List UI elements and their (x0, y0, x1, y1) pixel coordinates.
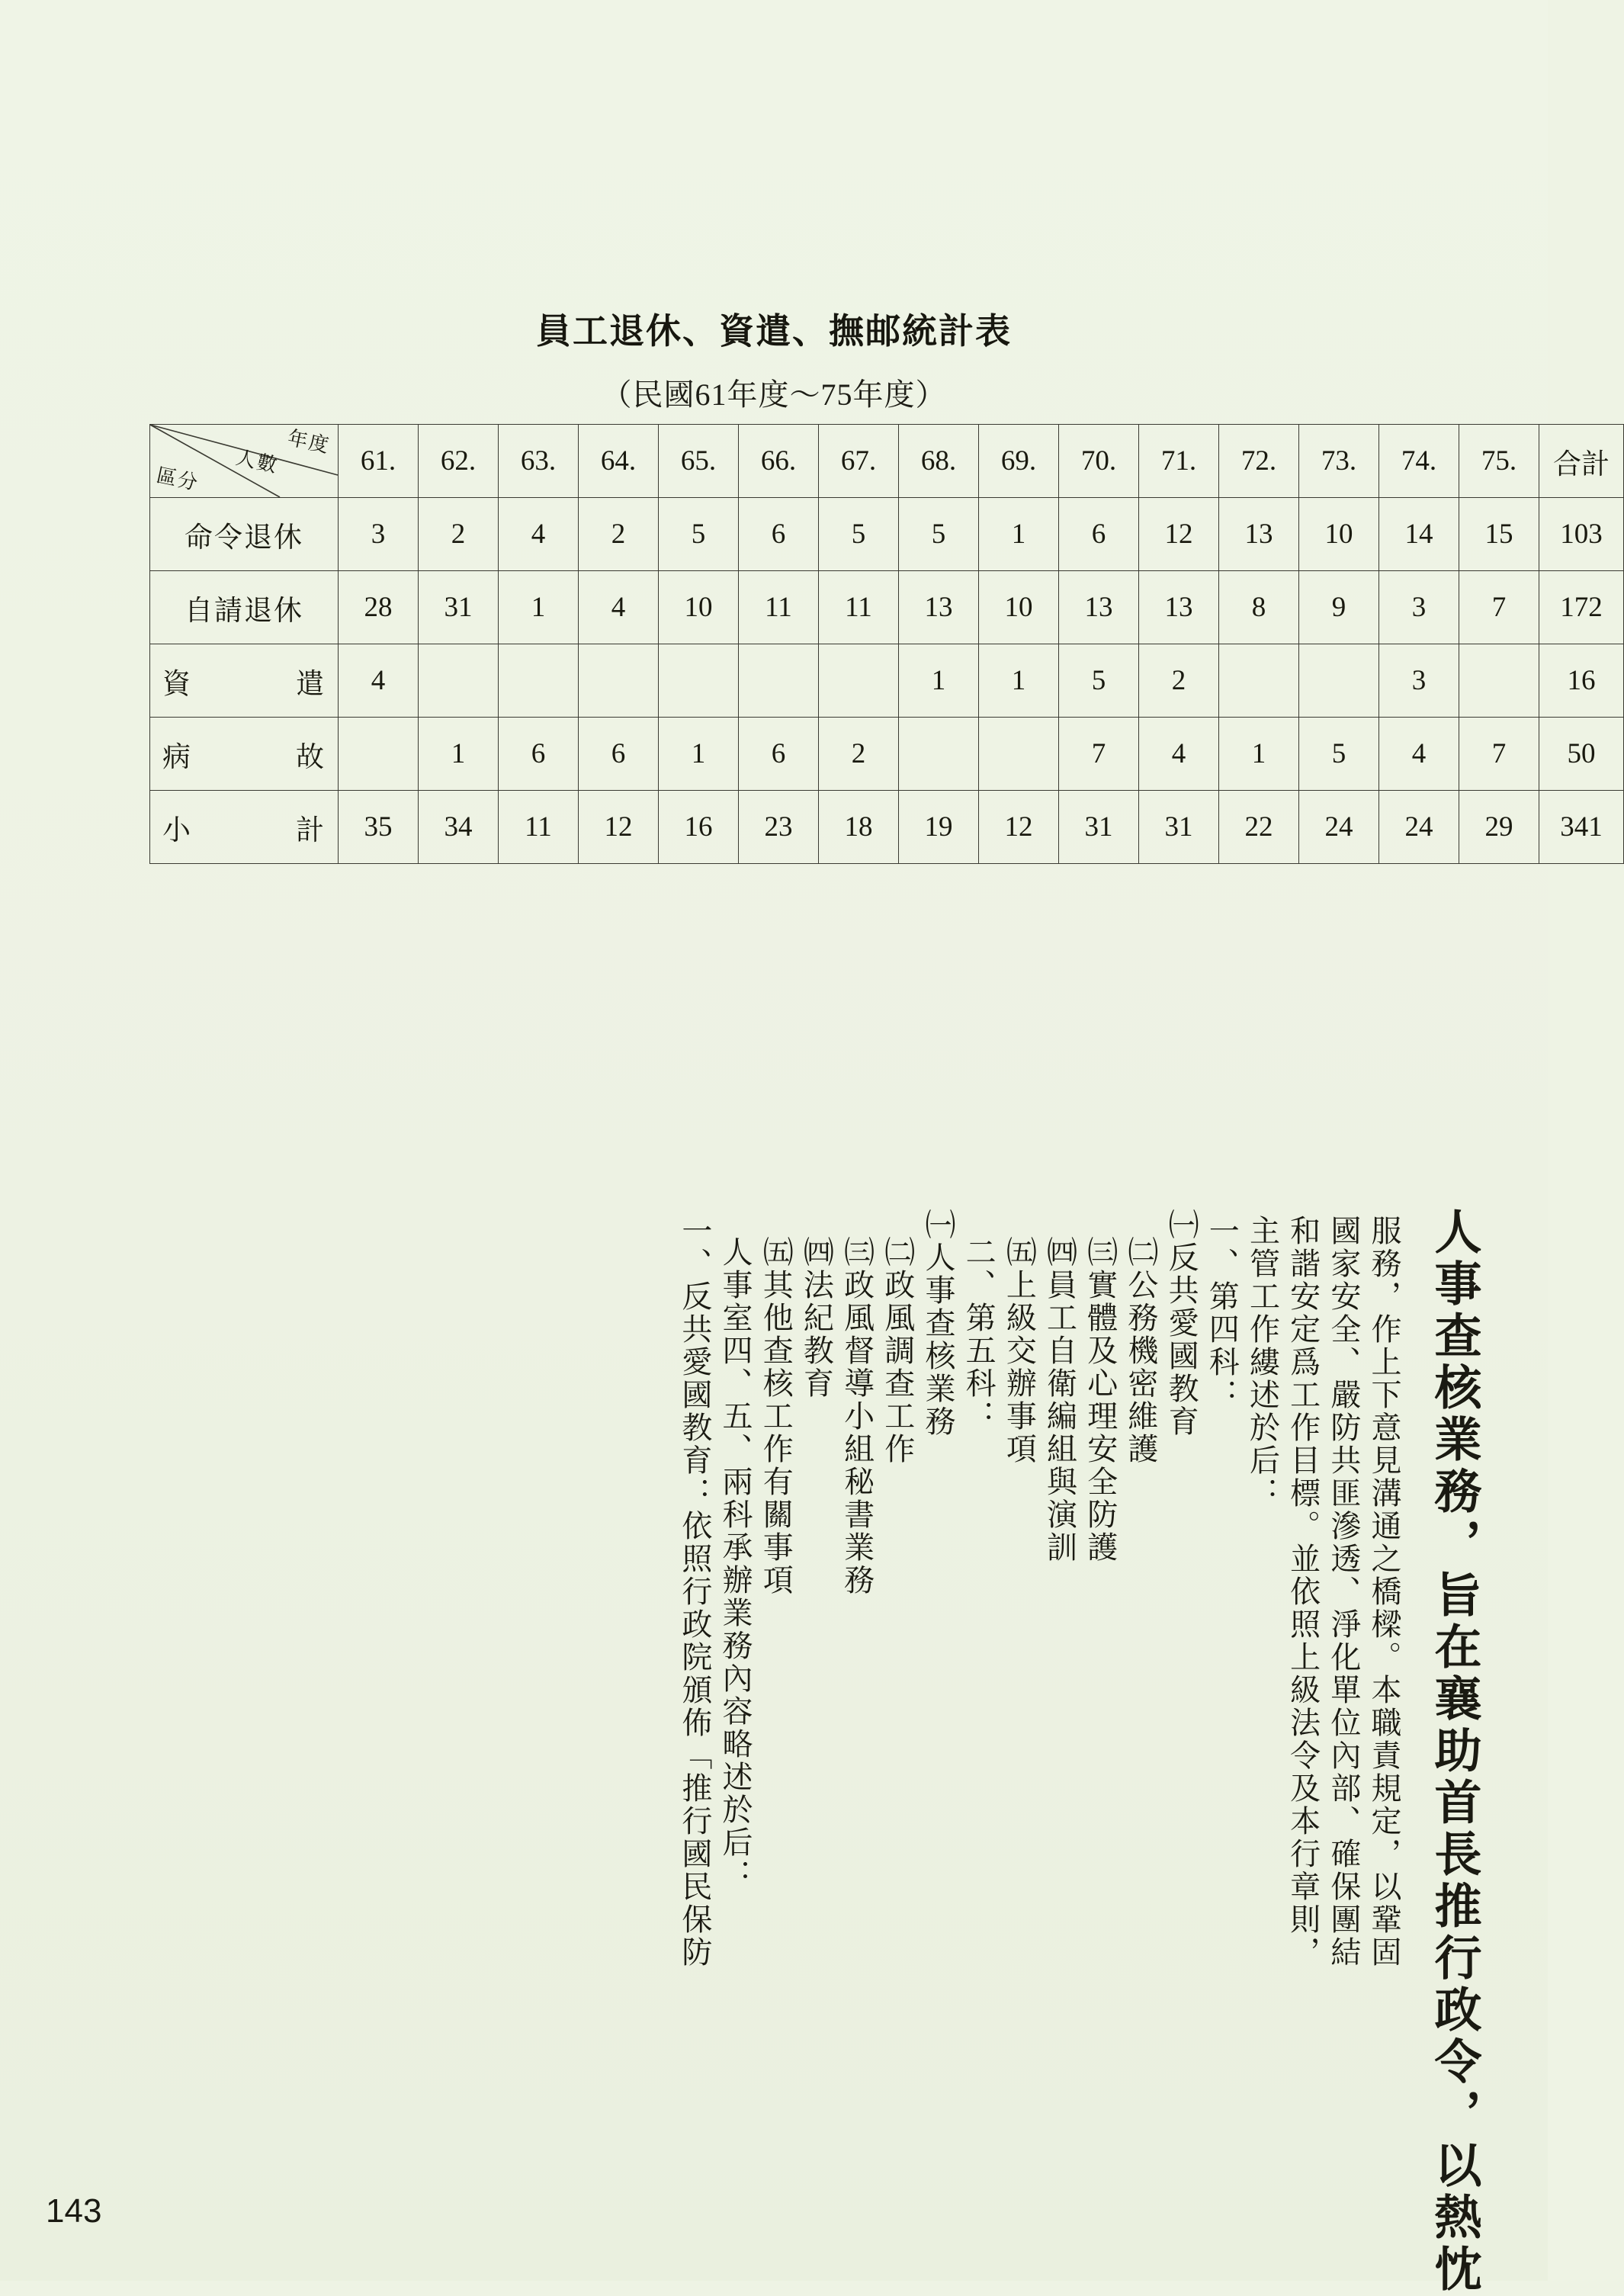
table-row-label-part: 資 (162, 668, 192, 700)
page-subtitle: （民國61年度～75年度） (601, 377, 947, 412)
table-cell: 31 (1059, 791, 1139, 864)
table-cell: 28 (339, 571, 419, 644)
body-text-column: 一、第四科： (1205, 1215, 1240, 1411)
body-text-column: 國家安全、嚴防共匪滲透、淨化單位內部、確保團結 (1326, 1215, 1361, 1969)
table-cell: 13 (899, 571, 979, 644)
table-cell: 2 (579, 498, 659, 571)
table-row-label: 自請退休 (150, 571, 339, 644)
table-row-label-part: 遣 (296, 668, 326, 700)
table-cell: 24 (1299, 791, 1379, 864)
table-cell: 7 (1059, 718, 1139, 791)
table-cell (1459, 644, 1539, 718)
list-item-level2: ㈡公務機密維護 (1123, 1236, 1158, 1466)
table-cell: 6 (1059, 498, 1139, 571)
table-header-row (150, 425, 1624, 498)
table-cell-total: 16 (1539, 644, 1624, 718)
table-cell: 29 (1459, 791, 1539, 864)
table-cell: 14 (1379, 498, 1459, 571)
corner-label-count: 人數 (233, 446, 281, 477)
table-cell: 11 (739, 571, 819, 644)
table-cell: 13 (1059, 571, 1139, 644)
table-cell: 11 (499, 791, 579, 864)
table-column-header-year: 64. (579, 425, 659, 498)
table-row (150, 644, 1624, 718)
list-item-level2: 二、第五科： (961, 1236, 997, 1433)
body-text-column: 服務，作上下意見溝通之橋樑。本職責規定，以鞏固 (1367, 1215, 1402, 1969)
table-cell (419, 644, 499, 718)
corner-label-year: 年度 (285, 426, 332, 458)
table-cell-total: 50 (1539, 718, 1624, 791)
table-cell: 3 (339, 498, 419, 571)
table-title-block (0, 303, 1548, 414)
table-cell: 5 (659, 498, 739, 571)
table-cell: 5 (1299, 718, 1379, 791)
table-cell (979, 718, 1059, 791)
table-cell (579, 644, 659, 718)
table-cell: 24 (1379, 791, 1459, 864)
table-column-header-year: 63. (499, 425, 579, 498)
table-cell (499, 644, 579, 718)
table-cell (899, 718, 979, 791)
table-cell: 34 (419, 791, 499, 864)
table-column-header-year: 61. (339, 425, 419, 498)
table-row-label-part: 計 (296, 814, 326, 846)
table-row-label (150, 791, 339, 864)
table-cell-total: 172 (1539, 571, 1624, 644)
table-cell: 10 (659, 571, 739, 644)
table-cell: 1 (979, 644, 1059, 718)
table-cell: 16 (659, 791, 739, 864)
table-cell: 7 (1459, 718, 1539, 791)
table-cell (819, 644, 899, 718)
table-cell: 31 (1139, 791, 1219, 864)
table-cell: 12 (579, 791, 659, 864)
table-column-header-year: 67. (819, 425, 899, 498)
table-cell: 2 (819, 718, 899, 791)
list-item-level2: 人事室四、五、兩科承辦業務內容略述於后： (718, 1236, 753, 1892)
page-number: 143 (46, 2192, 102, 2230)
list-item-level2: ㈣員工自衛編組與演訓 (1042, 1236, 1077, 1564)
table-column-header-year: 69. (979, 425, 1059, 498)
table-column-header-total: 合計 (1539, 425, 1624, 498)
table-cell: 6 (579, 718, 659, 791)
statistics-table (149, 424, 1624, 864)
table-row (150, 571, 1624, 644)
table-cell-total: 341 (1539, 791, 1624, 864)
table-cell: 4 (1139, 718, 1219, 791)
table-cell (739, 644, 819, 718)
table-row-label-part: 故 (296, 741, 326, 773)
table-cell (1219, 644, 1299, 718)
table-cell: 31 (419, 571, 499, 644)
table-cell-total: 103 (1539, 498, 1624, 571)
list-item-level1: ㈠反共愛國教育 (1164, 1209, 1199, 1438)
table-column-header-year: 70. (1059, 425, 1139, 498)
table-cell: 6 (739, 498, 819, 571)
table-cell: 12 (1139, 498, 1219, 571)
table-cell (1299, 644, 1379, 718)
body-text-column: 一、反共愛國教育：依照行政院頒佈「推行國民保防 (677, 1215, 712, 1969)
table-cell: 2 (419, 498, 499, 571)
table-cell: 8 (1219, 571, 1299, 644)
table-column-header-year: 66. (739, 425, 819, 498)
list-item-level2: ㈣法紀教育 (799, 1236, 834, 1400)
table-column-header-year: 65. (659, 425, 739, 498)
table-cell: 9 (1299, 571, 1379, 644)
table-column-header-year: 73. (1299, 425, 1379, 498)
list-item-level2: ㈢實體及心理安全防護 (1083, 1236, 1118, 1564)
table-cell: 22 (1219, 791, 1299, 864)
table-cell: 7 (1459, 571, 1539, 644)
table-cell (339, 718, 419, 791)
table-cell (659, 644, 739, 718)
table-corner-header (150, 425, 339, 498)
table-cell: 6 (739, 718, 819, 791)
body-text-column: 主管工作縷述於后： (1245, 1215, 1280, 1510)
table-cell: 1 (499, 571, 579, 644)
table-row-label (150, 644, 339, 718)
table-cell: 1 (899, 644, 979, 718)
table-cell: 1 (1219, 718, 1299, 791)
table-column-header-year: 71. (1139, 425, 1219, 498)
table-cell: 6 (499, 718, 579, 791)
table-cell: 35 (339, 791, 419, 864)
table-column-header-year: 75. (1459, 425, 1539, 498)
table-cell: 23 (739, 791, 819, 864)
table-cell: 15 (1459, 498, 1539, 571)
table-cell: 10 (1299, 498, 1379, 571)
table-cell: 4 (499, 498, 579, 571)
table-cell: 3 (1379, 571, 1459, 644)
list-item-level2: ㈤上級交辦事項 (1002, 1236, 1037, 1466)
list-item-level2: ㈢政風督導小組秘書業務 (839, 1236, 875, 1597)
list-item-level1: ㈠人事查核業務 (920, 1209, 955, 1438)
table-cell: 5 (1059, 644, 1139, 718)
table-cell: 12 (979, 791, 1059, 864)
table-row-label: 命令退休 (150, 498, 339, 571)
table-cell: 13 (1139, 571, 1219, 644)
table-cell: 3 (1379, 644, 1459, 718)
page-title: 員工退休、資遣、撫邮統計表 (536, 310, 1012, 352)
table-cell: 19 (899, 791, 979, 864)
table-column-header-year: 72. (1219, 425, 1299, 498)
table-row (150, 791, 1624, 864)
body-text-column: 和諧安定爲工作目標。並依照上級法令及本行章則， (1285, 1215, 1321, 1969)
section-heading: 人事查核業務，旨在襄助首長推行政令，以熱忱 (1427, 1207, 1482, 2296)
table-cell: 11 (819, 571, 899, 644)
table-cell: 1 (419, 718, 499, 791)
table-row-label-part: 病 (162, 741, 192, 773)
table-cell: 4 (1379, 718, 1459, 791)
table-cell: 18 (819, 791, 899, 864)
list-item-level2: ㈡政風調查工作 (880, 1236, 915, 1466)
table-column-header-year: 62. (419, 425, 499, 498)
table-cell: 1 (979, 498, 1059, 571)
table-cell: 13 (1219, 498, 1299, 571)
table-row-label-part: 小 (162, 814, 192, 846)
table-row (150, 718, 1624, 791)
table-column-header-year: 74. (1379, 425, 1459, 498)
table-cell: 1 (659, 718, 739, 791)
corner-label-kind: 區分 (154, 464, 201, 495)
statistics-table-container (149, 424, 1610, 864)
table-cell: 5 (819, 498, 899, 571)
table-cell: 10 (979, 571, 1059, 644)
table-cell: 4 (339, 644, 419, 718)
table-row (150, 498, 1624, 571)
table-cell: 4 (579, 571, 659, 644)
table-cell: 2 (1139, 644, 1219, 718)
table-row-label (150, 718, 339, 791)
vertical-text-body (114, 1201, 1482, 2296)
table-column-header-year: 68. (899, 425, 979, 498)
list-item-level2: ㈤其他查核工作有關事項 (759, 1236, 794, 1597)
table-cell: 5 (899, 498, 979, 571)
